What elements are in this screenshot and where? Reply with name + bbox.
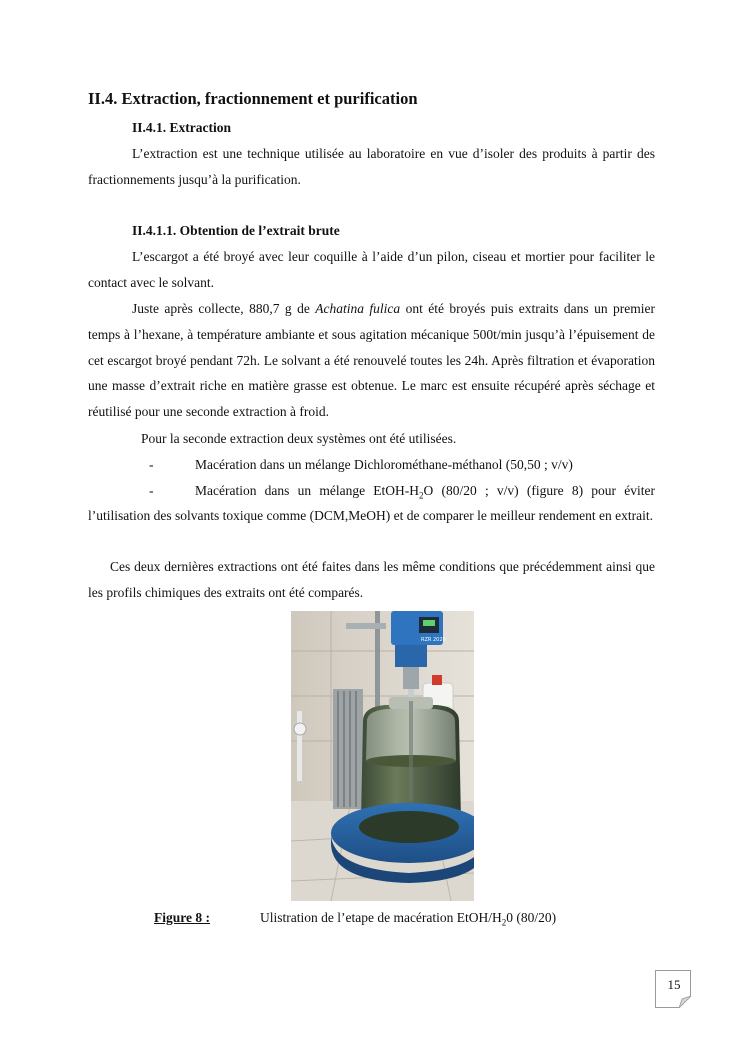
collection-text-end: ont été broyés puis extraits dans un premier temps à l’hexane, à température ambiante et sous agitation mécanique 500t/min jusqu’à l’épuisement de cet escargot broyé pendant 72h. Le solvant a été renouvelé toutes les 24h. Après filtration et évaporation une masse d’extrait riche en matière grasse est obtenue. Le marc est ensuite récupéré après séchage et réutilisé pour une seconde extraction à froid. (88, 301, 656, 420)
list-item-ethanol-water (195, 483, 655, 501)
caption-text-end: 0 (80/20) (506, 910, 557, 925)
comparison-paragraph: Ces deux dernières extractions ont été faites dans les même conditions que précédemment ainsi que les profils chimiques des extraits ont été comparés. (88, 559, 655, 600)
page-number: 15 (667, 977, 681, 992)
extraction-definition-paragraph: L’extraction est une technique utilisée au laboratoire en vue d’isoler des produits à partir des fractionnements jusqu’à la purification. (88, 146, 655, 187)
caption-text-start: Ulistration de l’etape de macération EtOH/H (260, 910, 502, 925)
collection-paragraph (88, 296, 655, 425)
page-number-box (655, 970, 691, 1008)
list-dash: - (149, 483, 154, 498)
crushing-paragraph: L’escargot a été broyé avec leur coquille à l’aide d’un pilon, ciseau et mortier pour faciliter le contact avec le solvant. (88, 249, 655, 290)
list-item-dcm-methanol: Macération dans un mélange Dichlorométhane-méthanol (50,50 ; v/v) (195, 457, 573, 472)
page-curl-icon (679, 996, 691, 1008)
maceration-photo (291, 611, 474, 901)
second-extraction-intro: Pour la seconde extraction deux systèmes ont été utilisées. (141, 431, 457, 446)
collection-text-start: Juste après collecte, 880,7 g de (132, 301, 316, 316)
list-dash: - (149, 457, 154, 472)
subsection-heading-extraction: II.4.1. Extraction (132, 120, 231, 135)
list-item-text-start: Macération dans un mélange EtOH-H (195, 483, 420, 498)
subsection-heading-crude-extract: II.4.1.1. Obtention de l’extrait brute (132, 223, 340, 238)
caption-subscript: 2 (501, 917, 507, 928)
subscript-2: 2 (419, 490, 424, 501)
list-item-text-end: O (80/20 ; v/v) (figure 8) pour éviter (423, 483, 655, 498)
section-heading: II.4. Extraction, fractionnement et purification (88, 89, 418, 108)
device-label: RZR 2020 (421, 637, 446, 643)
species-name: Achatina fulica (315, 301, 401, 316)
figure-caption (260, 910, 556, 928)
figure-label: Figure 8 : (154, 910, 210, 925)
list-item-continuation: l’utilisation des solvants toxique comme (DCM,MeOH) et de comparer le meilleur rendement en extrait. (88, 508, 653, 523)
